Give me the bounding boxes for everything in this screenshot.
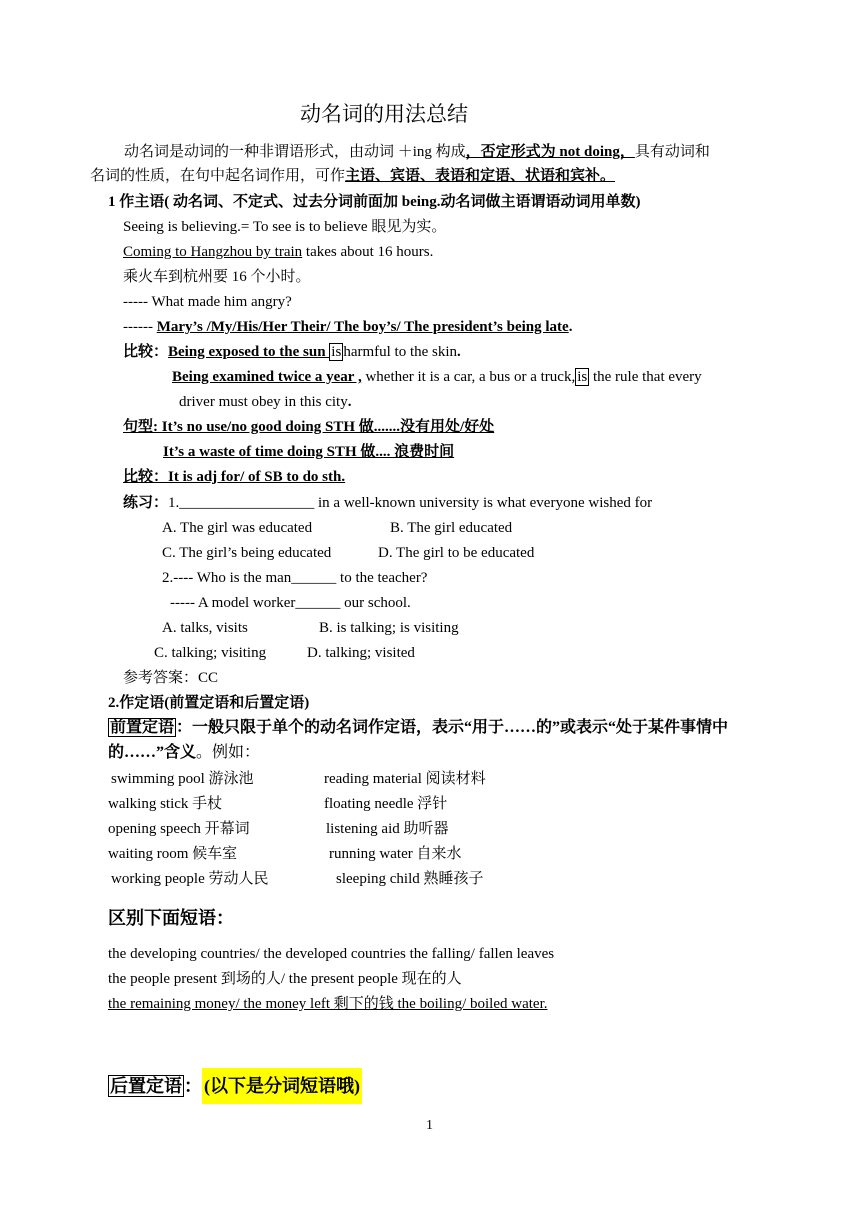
compare-2-subject: Being examined twice a year ,: [172, 369, 362, 385]
distinguish-1: the developing countries/ the developed countries the falling/ fallen leaves: [108, 946, 555, 962]
example-2-rest: takes about 16 hours.: [302, 244, 434, 260]
post-attributive-colon: ：: [184, 1076, 202, 1096]
pre-attributive-box: 前置定语: [110, 719, 175, 736]
q1-option-d: D. The girl to be educated: [378, 545, 535, 561]
exercise-q1: [123, 493, 652, 513]
pair-right: floating needle 浮针: [324, 796, 448, 812]
distinguish-heading: 区别下面短语：: [108, 908, 234, 928]
page-number: 1: [426, 1118, 433, 1133]
compare-1-end: .: [457, 344, 461, 360]
intro-text-2: 具有动词和: [634, 144, 710, 160]
q2-option-a: A. talks, visits: [162, 620, 248, 636]
intro-line-2: [90, 166, 615, 186]
question-line: ----- What made him angry?: [123, 294, 292, 310]
pair-right: sleeping child 熟睡孩子: [336, 871, 484, 887]
distinguish-2: the people present 到场的人/ the present people 现在的人: [108, 971, 462, 987]
compare-label: 比较：: [123, 344, 169, 360]
pre-attributive-text: ：一般只限于单个的动名词作定语，表示“用于……的”或表示“处于某件事情中: [176, 719, 729, 736]
section1-heading: 1 作主语( 动名词、不定式、过去分词前面加 being.动名词做主语谓语动词用单数): [108, 194, 641, 210]
pair-right: listening aid 助听器: [326, 821, 449, 837]
pair-right: reading material 阅读材料: [324, 771, 486, 787]
answer-subject: Mary’s /My/His/Her Their/ The boy’s/ The president’s being late: [156, 319, 569, 335]
q1-option-a: A. The girl was educated: [162, 520, 313, 536]
compare-2: [172, 367, 702, 387]
verb-box: is: [331, 344, 342, 360]
pair-left: waiting room 候车室: [108, 846, 238, 862]
pre-attributive-end: 。例如：: [196, 744, 261, 761]
pair-left: opening speech 开幕词: [108, 821, 250, 837]
answer-dash: ------: [123, 319, 157, 335]
distinguish-3: the remaining money/ the money left 剩下的钱 the boiling/ boiled water.: [108, 996, 548, 1012]
compare-2-mid: whether it is a car, a bus or a truck,: [361, 369, 576, 385]
q1-option-b: B. The girl educated: [390, 520, 513, 536]
pair-left: working people 劳动人民: [111, 871, 269, 887]
exercise-q2: 2.---- Who is the man______ to the teacher?: [162, 570, 428, 586]
functions-list: 主语、宾语、表语和定语、状语和宾补。: [345, 168, 616, 184]
q2-option-d: D. talking; visited: [307, 645, 415, 661]
exercise-label: 练习：: [123, 495, 169, 511]
intro-text: 动名词是动词的一种非谓语形式，由动词 ＋ing 构成: [124, 144, 466, 160]
section2-heading: 2.作定语(前置定语和后置定语): [108, 695, 310, 711]
post-attributive-box: 后置定语: [110, 1076, 182, 1096]
verb-box-2: is: [577, 369, 588, 385]
compare-1-subject: Being exposed to the sun: [168, 344, 330, 360]
q2-option-b: B. is talking; is visiting: [319, 620, 459, 636]
post-attributive-highlight: (以下是分词短语哦): [202, 1068, 362, 1104]
pair-left: swimming pool 游泳池: [111, 771, 254, 787]
pattern-3: 比较：It is adj for/ of SB to do sth.: [123, 469, 346, 485]
example-2-cn: 乘火车到杭州要 16 个小时。: [123, 269, 311, 285]
negative-form: ，否定形式为 not doing，: [465, 144, 635, 160]
q2-option-c: C. talking; visiting: [154, 645, 267, 661]
pattern-1: 句型: It’s no use/no good doing STH 做.......没有用处/好处: [123, 419, 495, 435]
compare-1-rest: harmful to the skin: [343, 344, 458, 360]
pair-right: running water 自来水: [329, 846, 462, 862]
pre-attributive-text-2: 的……”含义: [108, 744, 197, 761]
q1-option-c: C. The girl’s being educated: [162, 545, 332, 561]
compare-2-rest: the rule that every: [589, 369, 702, 385]
pre-attributive-line: [108, 718, 728, 738]
compare-2-cont: [179, 392, 351, 412]
example-2: [123, 242, 433, 262]
exercise-q1-text: 1.__________________ in a well-known university is what everyone wished for: [168, 495, 653, 511]
page-title: 动名词的用法总结: [300, 102, 468, 126]
post-attributive-line: [108, 1068, 362, 1104]
compare-1: [123, 342, 461, 362]
intro-text-3: 名词的性质，在句中起名词作用，可作: [90, 168, 346, 184]
example-2-subject: Coming to Hangzhou by train: [123, 244, 303, 260]
pattern-2: It’s a waste of time doing STH 做.... 浪费时间: [163, 444, 455, 460]
pair-left: walking stick 手杖: [108, 796, 223, 812]
pre-attributive-line-2: [108, 743, 260, 763]
answer-line: [123, 317, 572, 337]
answer-period: .: [568, 319, 573, 335]
example-1: Seeing is believing.= To see is to believe 眼见为实。: [123, 219, 447, 235]
compare-2-cont-text: driver must obey in this city: [179, 394, 348, 410]
answer-key: 参考答案：CC: [123, 670, 219, 686]
intro-line-1: [124, 142, 710, 162]
compare-2-end: .: [347, 394, 352, 410]
exercise-q2-b: ----- A model worker______ our school.: [170, 595, 411, 611]
